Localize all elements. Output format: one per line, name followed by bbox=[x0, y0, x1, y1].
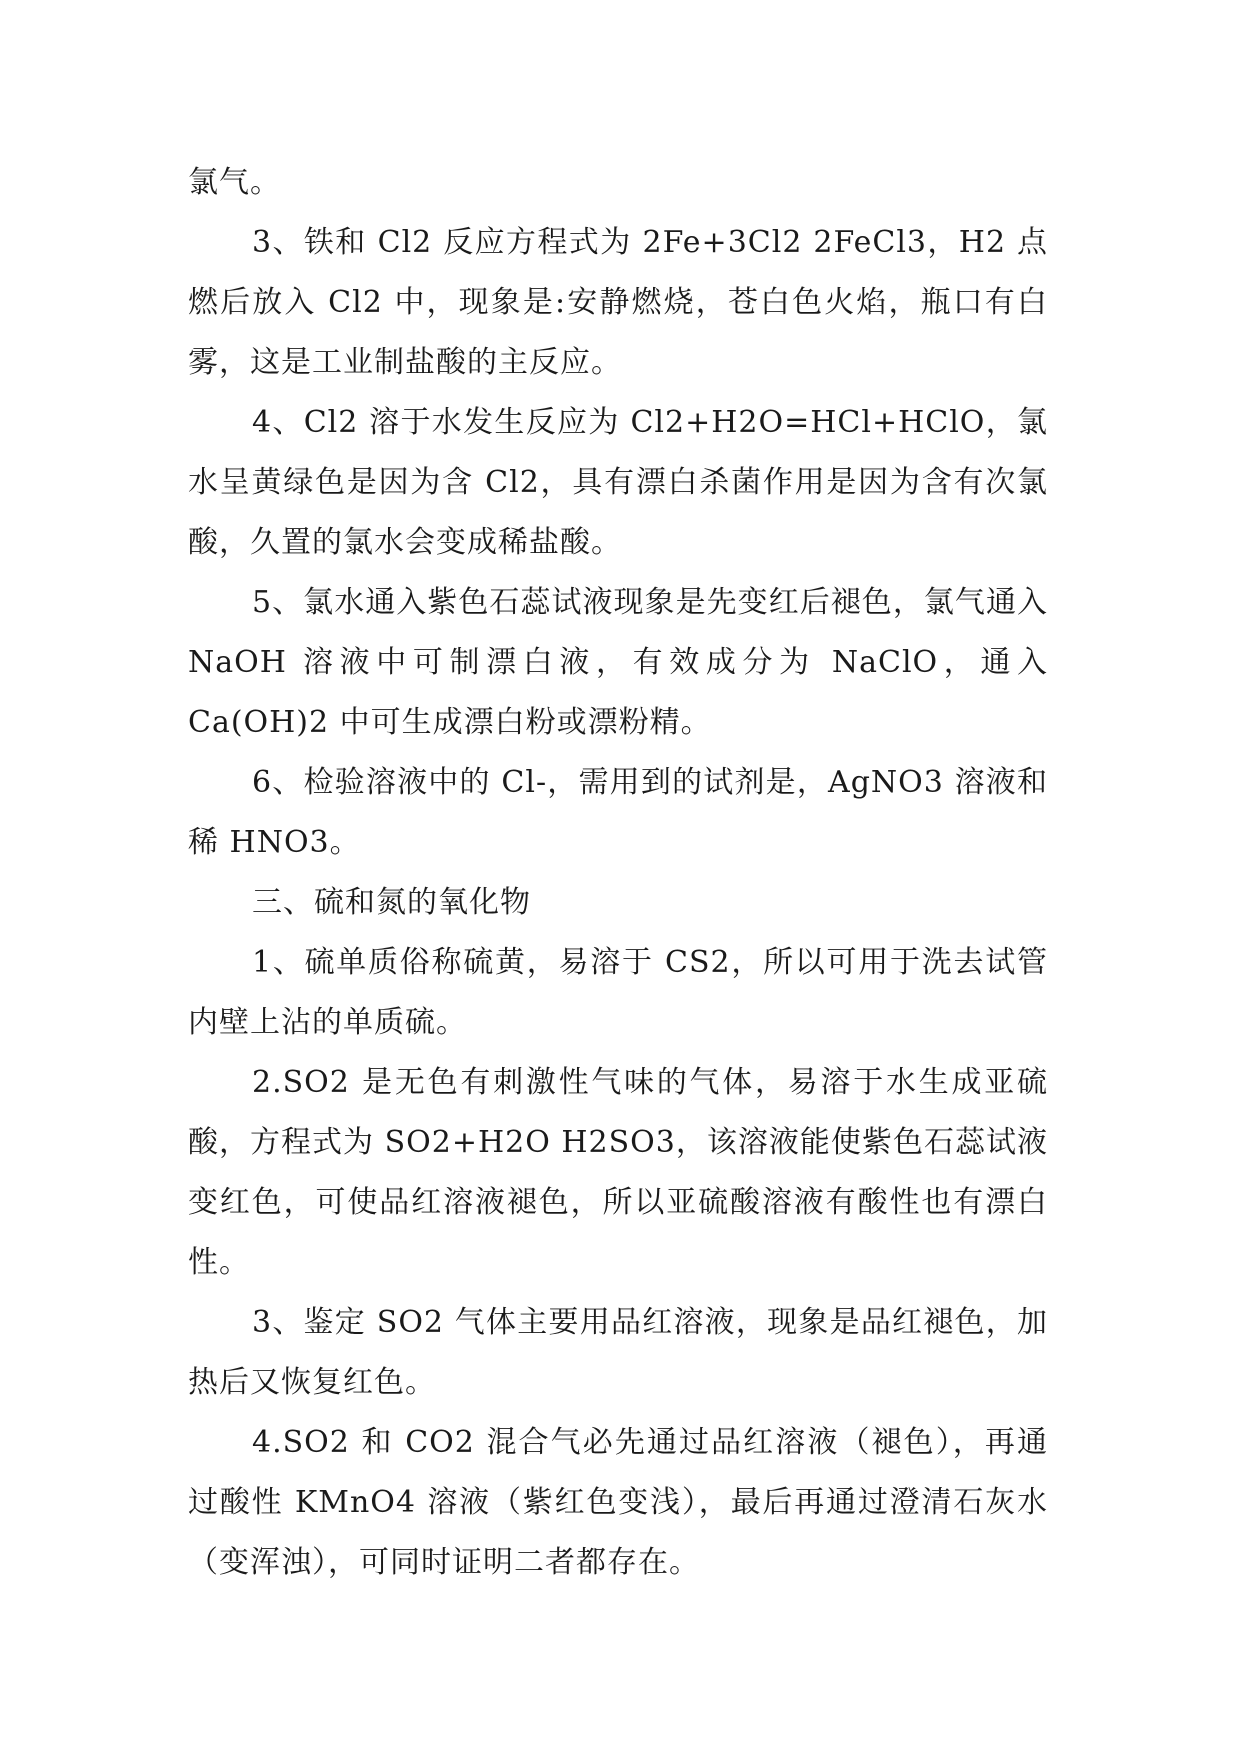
paragraph-so2-identification: 3、鉴定 SO2 气体主要用品红溶液，现象是品红褪色，加热后又恢复红色。 bbox=[188, 1305, 1048, 1400]
paragraph-so2-properties: 2.SO2 是无色有刺激性气味的气体，易溶于水生成亚硫酸，方程式为 SO2+H2O H2SO3，该溶液能使紫色石蕊试液变红色，可使品红溶液褪色，所以亚硫酸溶液有酸性也有漂白性。 bbox=[188, 1065, 1048, 1280]
paragraph-bleach: 5、氯水通入紫色石蕊试液现象是先变红后褪色，氯气通入 NaOH 溶液中可制漂白液，有效成分为 NaClO，通入 Ca(OH)2 中可生成漂白粉或漂粉精。 bbox=[188, 585, 1048, 740]
paragraph-sulfur: 1、硫单质俗称硫黄，易溶于 CS2，所以可用于洗去试管内壁上沾的单质硫。 bbox=[188, 945, 1048, 1040]
document-body bbox=[188, 153, 1048, 1593]
paragraph-iron-chlorine: 3、铁和 Cl2 反应方程式为 2Fe+3Cl2 2FeCl3，H2 点燃后放入 Cl2 中，现象是:安静燃烧，苍白色火焰，瓶口有白雾，这是工业制盐酸的主反应。 bbox=[188, 225, 1048, 380]
paragraph-chlorine-water: 4、Cl2 溶于水发生反应为 Cl2+H2O=HCl+HClO，氯水呈黄绿色是因为含 Cl2，具有漂白杀菌作用是因为含有次氯酸，久置的氯水会变成稀盐酸。 bbox=[188, 405, 1048, 560]
section-heading-sulfur-nitrogen-oxides: 三、硫和氮的氧化物 bbox=[252, 885, 531, 920]
paragraph-so2-co2-mixture: 4.SO2 和 CO2 混合气必先通过品红溶液（褪色），再通过酸性 KMnO4 溶液（紫红色变浅），最后再通过澄清石灰水（变浑浊），可同时证明二者都存在。 bbox=[188, 1425, 1048, 1580]
paragraph-chloride-test: 6、检验溶液中的 Cl-，需用到的试剂是，AgNO3 溶液和稀 HNO3。 bbox=[188, 765, 1048, 860]
paragraph-continuation: 氯气。 bbox=[188, 165, 281, 200]
